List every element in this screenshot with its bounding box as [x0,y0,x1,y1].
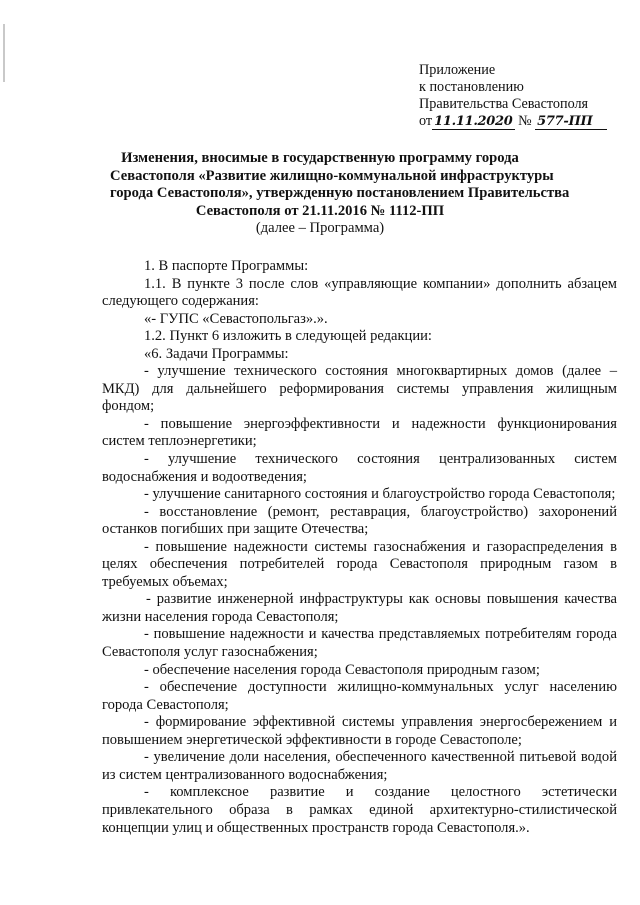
document-body [102,258,617,837]
approval-number-prefix: № [518,113,532,129]
approval-number-handwritten: 577-ПП [535,115,607,130]
approval-line-appendix: Приложение [419,62,496,78]
paragraph-quote-gups: «- ГУПС «Севастопольгаз».». [144,310,328,327]
approval-date-prefix: от [419,113,433,129]
task-item: - улучшение санитарного состояния и благоустройство города Севастополя; [144,486,616,503]
approval-line-government: Правительства Севастополя [419,96,589,112]
paragraph-item-1-1: 1.1. В пункте 3 после слов «управляющие компании» дополнить абзацем следующего содержания: [102,275,617,310]
document-title [110,150,570,220]
paragraph-tasks-heading: «6. Задачи Программы: [144,345,289,362]
task-item: - повышение энергоэффективности и надежности функционирования систем теплоэнергетики; [102,415,617,450]
task-item: - улучшение технического состояния многоквартирных домов (далее – МКД) для дальнейшего реформирования системы управления жилищным фондом; [102,363,617,415]
task-item: - комплексное развитие и создание целостного эстетически привлекательного образа в рамках единой архитектурно-стилистической концепции улиц и общественных пространств города Севастополя.». [102,784,617,836]
task-item: - повышение надежности системы газоснабжения и газораспределения в целях обеспечения потребителей города Севастополя природным газом в требуемых объемах; [102,538,617,590]
task-item: - формирование эффективной системы управления энергосбережением и повышением энергетической эффективности в городе Севастополе; [102,714,617,748]
task-item: - развитие инженерной инфраструктуры как основы повышения качества жизни населения города Севастополя; [102,591,617,625]
scan-edge-mark [3,24,5,82]
paragraph-passport: 1. В паспорте Программы: [144,258,309,274]
task-item: - повышение надежности и качества представляемых потребителям города Севастополя услуг газоснабжения; [102,626,617,661]
approval-date-handwritten: 11.11.2020 [434,114,513,129]
task-item: - улучшение технического состояния централизованных систем водоснабжения и водоотведения; [102,451,617,485]
approval-line-resolution: к постановлению [419,79,524,95]
approval-stamp [419,62,607,130]
title-line-4: Севастополя от 21.11.2016 № 1112-ПП [195,202,445,219]
task-item: - увеличение доли населения, обеспеченного качественной питьевой водой из систем централизованного водоснабжения; [102,749,617,783]
title-line-2: Севастополя «Развитие жилищно-коммунальной инфраструктуры [110,167,554,184]
title-line-1: Изменения, вносимые в государственную программу города [121,150,519,166]
task-item: - обеспечение доступности жилищно-коммунальных услуг населению города Севастополя; [102,679,617,713]
title-line-3: города Севастополя», утвержденную постановлением Правительства [110,185,570,201]
approval-date-line [419,113,607,130]
paragraph-item-1-2: 1.2. Пункт 6 изложить в следующей редакции: [144,328,432,345]
task-item: - восстановление (ремонт, реставрация, благоустройство) захоронений останков погибших при защите Отечества; [102,503,617,538]
task-item: - обеспечение населения города Севастополя природным газом; [144,661,540,678]
document-subtitle: (далее – Программа) [255,220,385,236]
